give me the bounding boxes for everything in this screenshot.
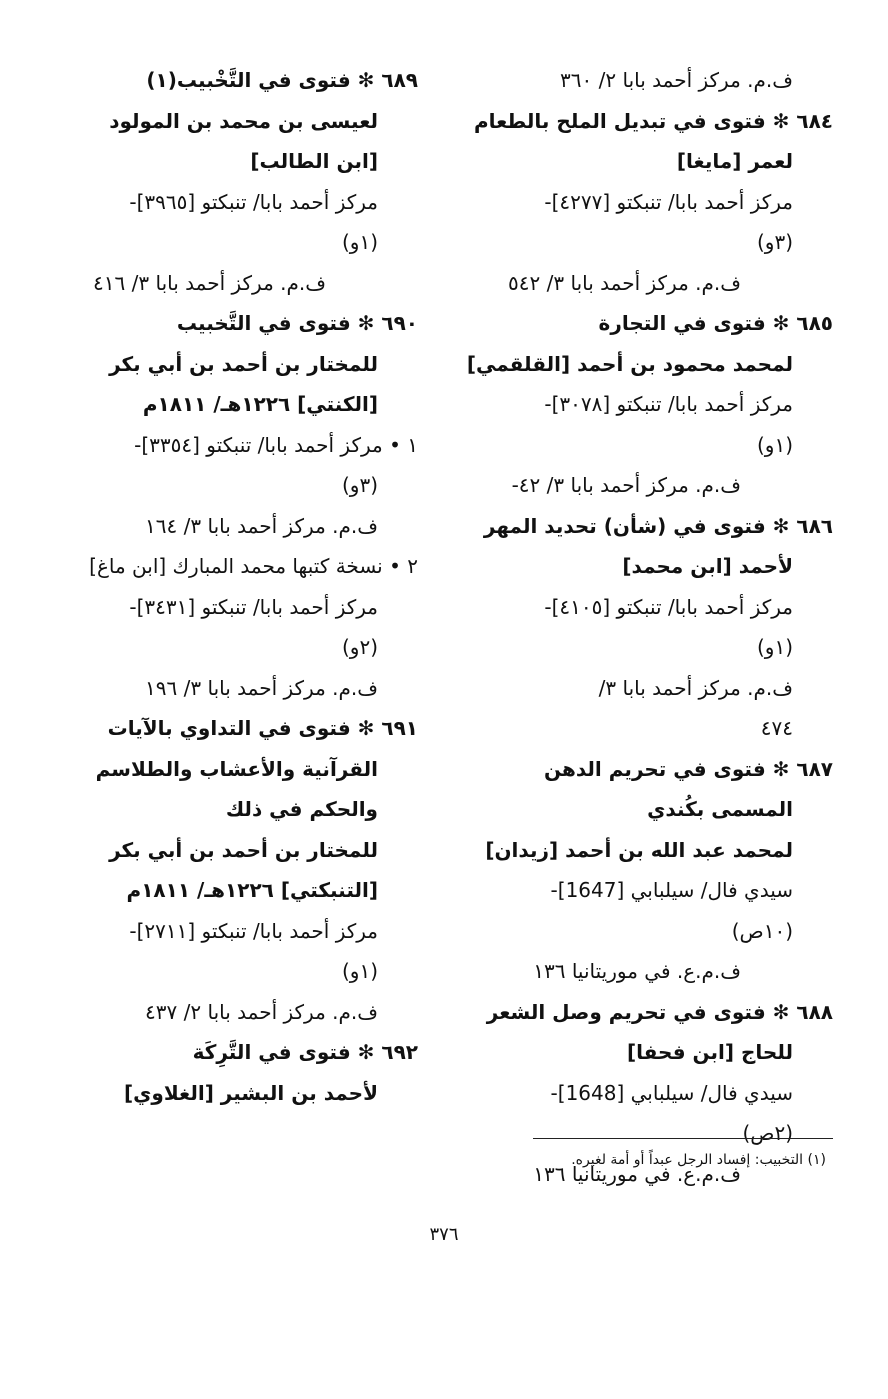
right-column-line: ف.م. مركز أحمد بابا ٢/ ٣٦٠ xyxy=(560,68,793,92)
right-column-line: للحاج [ابن فحفا] xyxy=(627,1040,793,1064)
right-column-line: ف.م. مركز أحمد بابا ٣/ ٤٢- xyxy=(511,473,741,497)
right-column-line: ٦٨٤ ✻ فتوى في تبديل الملح بالطعام xyxy=(473,108,833,133)
right-column-line: ٦٨٨ ✻ فتوى في تحريم وصل الشعر xyxy=(486,999,833,1024)
page-number: ٣٧٦ xyxy=(429,1224,459,1245)
left-column-line: ٦٩٠ ✻ فتوى في التَّخبيب xyxy=(176,311,418,335)
right-column xyxy=(448,60,833,1194)
right-column-line: لعمر [مايغا] xyxy=(676,149,793,173)
right-column-line: سيدي فال/ سيلبابي [1648]- xyxy=(550,1080,793,1105)
right-column-line: ٤٧٤ xyxy=(760,716,793,740)
right-column-line: (١٠ص) xyxy=(731,918,793,943)
right-column-line: مركز أحمد بابا/ تنبكتو [٤١٠٥]- xyxy=(544,594,793,619)
right-column-line: ف.م. مركز أحمد بابا ٣/ xyxy=(598,675,793,700)
left-column-line: ف.م. مركز أحمد بابا ٣/ ١٦٤ xyxy=(145,513,378,538)
right-column-line: (٣و) xyxy=(756,230,793,254)
left-column-line: ف.م. مركز أحمد بابا ٢/ ٤٣٧ xyxy=(145,999,378,1024)
left-column-line: ف.م. مركز أحمد بابا ٣/ ١٩٦ xyxy=(145,675,378,700)
right-column-line: (١و) xyxy=(756,635,793,659)
right-column-line: ٦٨٦ ✻ فتوى في (شأن) تحديد المهر xyxy=(483,513,833,538)
right-column-line: ف.م.ع. في موريتانيا ١٣٦ xyxy=(533,1161,741,1186)
left-column-line: ٦٩١ ✻ فتوى في التداوي بالآيات xyxy=(107,716,418,740)
left-column-line: ١ • مركز أحمد بابا/ تنبكتو [٣٣٥٤]- xyxy=(134,432,418,457)
left-column-line: لأحمد بن البشير [الغلاوي] xyxy=(123,1080,378,1105)
left-column-line: مركز أحمد بابا/ تنبكتو [٢٧١١]- xyxy=(129,918,378,943)
right-column-line: ٦٨٥ ✻ فتوى في التجارة xyxy=(598,311,833,335)
right-column-line: ف.م.ع. في موريتانيا ١٣٦ xyxy=(533,959,741,983)
left-column-line: (٣و) xyxy=(341,473,378,497)
left-column-line: للمختار بن أحمد بن أبي بكر xyxy=(109,837,378,862)
left-column-line: (٢و) xyxy=(341,635,378,659)
right-column-line: لمحمد محمود بن أحمد [القلقمي] xyxy=(466,351,793,376)
right-column-line: ٦٨٧ ✻ فتوى في تحريم الدهن xyxy=(544,756,833,781)
left-column-line: ٢ • نسخة كتبها محمد المبارك [ابن ماغ] xyxy=(89,554,418,578)
right-column-line: لأحمد [ابن محمد] xyxy=(622,554,793,578)
left-column-line: للمختار بن أحمد بن أبي بكر xyxy=(109,351,378,376)
left-column-line: ٦٩٢ ✻ فتوى في التَّرِكَة xyxy=(192,1040,418,1064)
left-column-line: القرآنية والأعشاب والطلاسم xyxy=(95,756,378,781)
left-column-line: مركز أحمد بابا/ تنبكتو [٣٤٣١]- xyxy=(129,594,378,619)
right-column-line: (١و) xyxy=(756,432,793,457)
right-column-line: مركز أحمد بابا/ تنبكتو [٤٢٧٧]- xyxy=(544,189,793,214)
right-column-line: مركز أحمد بابا/ تنبكتو [٣٠٧٨]- xyxy=(544,392,793,416)
left-column xyxy=(63,60,418,1113)
left-column-line: [الكنتي] ١٢٢٦هـ/ ١٨١١م xyxy=(142,392,378,416)
left-column-line: (١و) xyxy=(341,230,378,254)
right-column-line: المسمى بكُندي xyxy=(647,797,793,821)
right-column-line: (٢ص) xyxy=(742,1121,793,1145)
left-column-line: لعيسى بن محمد بن المولود xyxy=(109,108,378,133)
right-column-line: لمحمد عبد الله بن أحمد [زيدان] xyxy=(485,837,793,862)
left-column-line: ف.م. مركز أحمد بابا ٣/ ٤١٦ xyxy=(93,270,326,295)
right-column-line: ف.م. مركز أحمد بابا ٣/ ٥٤٢ xyxy=(508,270,741,295)
left-column-line: مركز أحمد بابا/ تنبكتو [٣٩٦٥]- xyxy=(129,189,378,214)
left-column-line: [التنبكتي] ١٢٢٦هـ/ ١٨١١م xyxy=(126,878,378,902)
footnote-divider xyxy=(533,1138,833,1139)
left-column-line: والحكم في ذلك xyxy=(225,797,378,821)
left-column-line: (١و) xyxy=(341,959,378,983)
footnote: (١) التخبيب: إفساد الرجل عبداً أو أمة لغيره. xyxy=(571,1152,826,1168)
left-column-line: [ابن الطالب] xyxy=(250,149,378,173)
right-column-line: سيدي فال/ سيلبابي [1647]- xyxy=(550,878,793,902)
left-column-line: ٦٨٩ ✻ فتوى في التَّخْبيب(١) xyxy=(146,68,418,92)
